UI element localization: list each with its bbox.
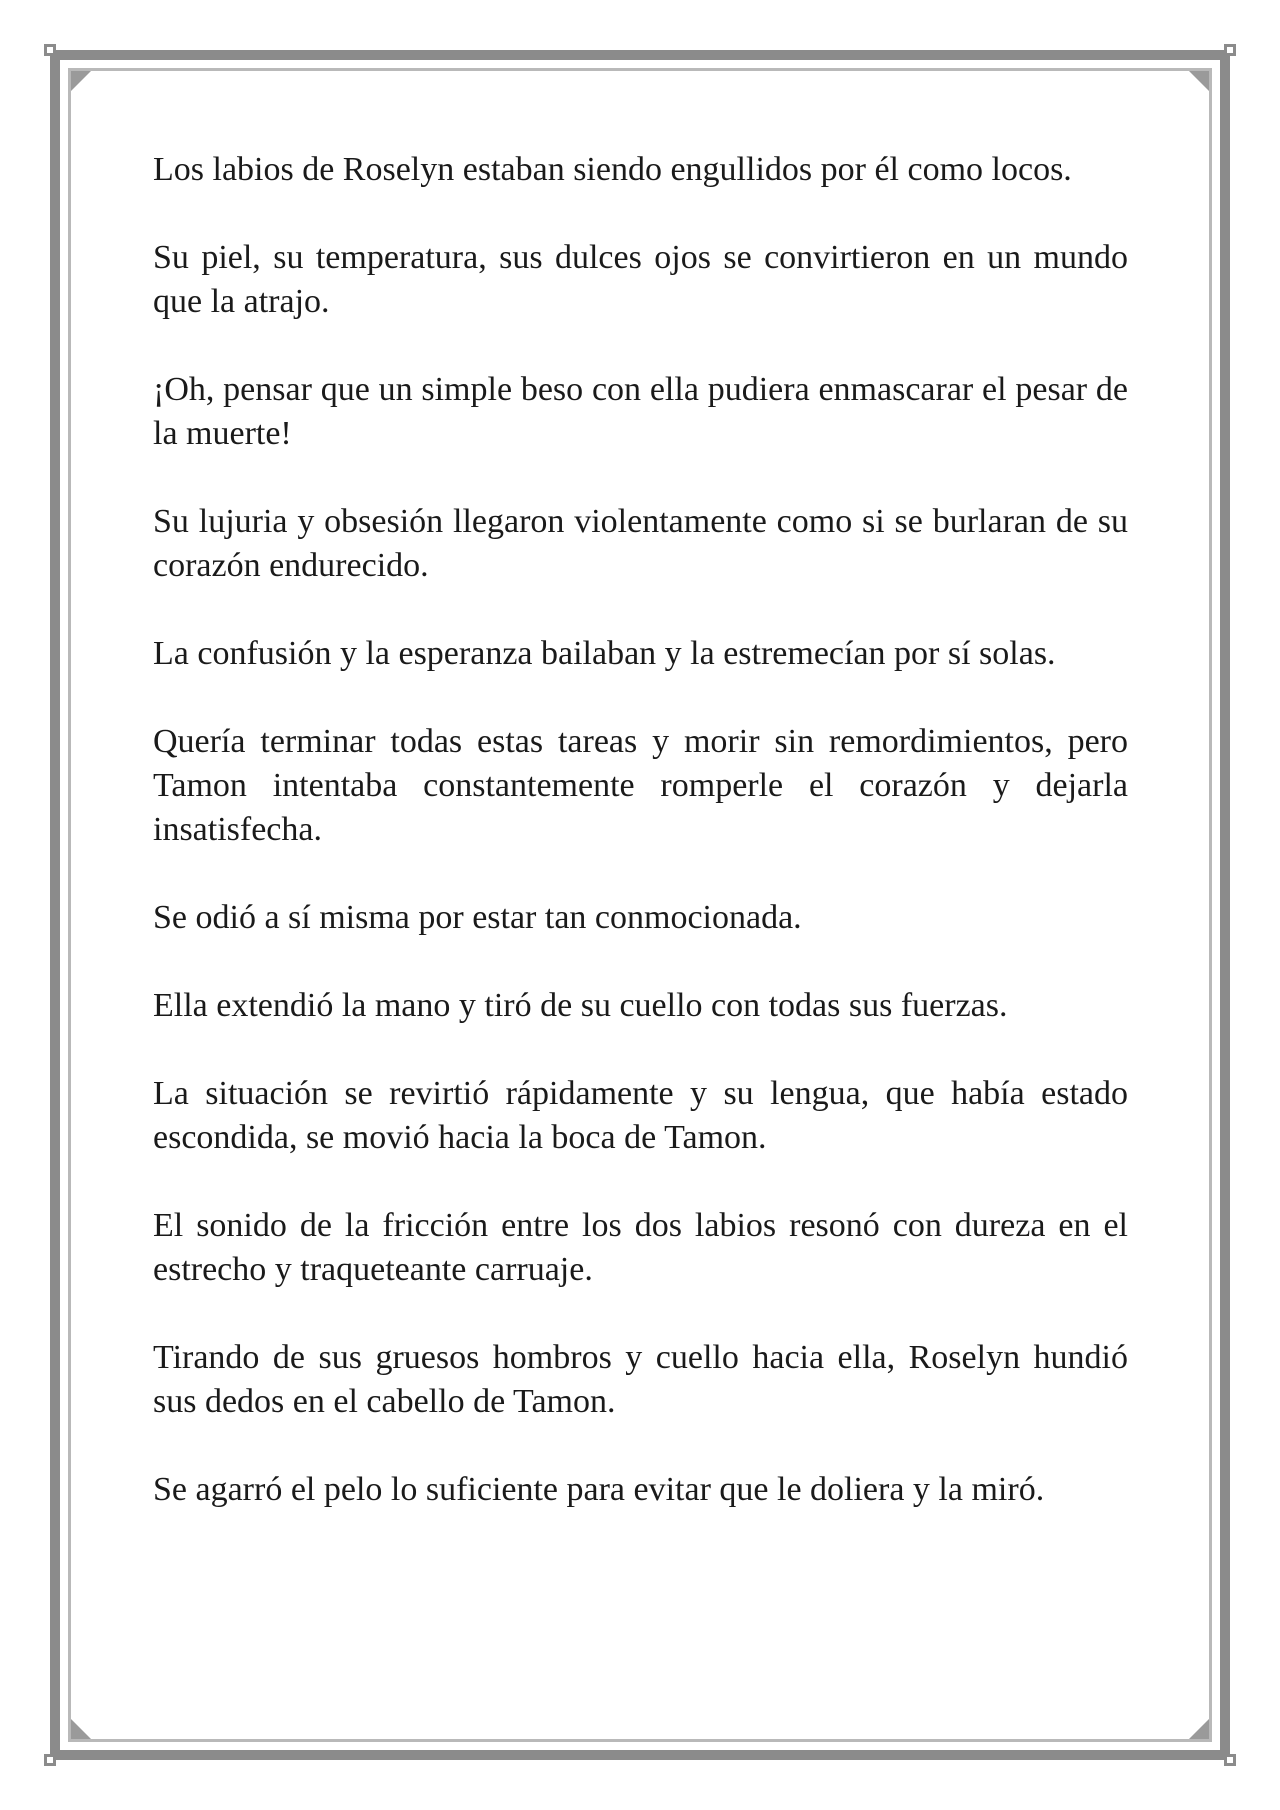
paragraph: Quería terminar todas estas tareas y morir sin remordimientos, pero Tamon intentaba constantemente romperle el corazón y dejarla insatisfecha. xyxy=(153,723,1128,848)
story-text-body xyxy=(153,148,1128,1556)
corner-triangle-bottom-right xyxy=(1189,1719,1209,1739)
paragraph: Tirando de sus gruesos hombros y cuello hacia ella, Roselyn hundió sus dedos en el cabello de Tamon. xyxy=(153,1339,1128,1420)
paragraph: La situación se revirtió rápidamente y su lengua, que había estado escondida, se movió hacia la boca de Tamon. xyxy=(153,1075,1128,1156)
paragraph: Los labios de Roselyn estaban siendo engullidos por él como locos. xyxy=(153,151,1072,188)
frame-corner-ornament xyxy=(1224,44,1236,56)
paragraph: Se agarró el pelo lo suficiente para evitar que le doliera y la miró. xyxy=(153,1471,1045,1508)
paragraph: El sonido de la fricción entre los dos labios resonó con dureza en el estrecho y traqueteante carruaje. xyxy=(153,1207,1128,1288)
frame-corner-ornament xyxy=(1224,1754,1236,1766)
corner-triangle-top-right xyxy=(1189,71,1209,91)
paragraph: La confusión y la esperanza bailaban y la estremecían por sí solas. xyxy=(153,635,1056,672)
frame-corner-ornament xyxy=(44,1754,56,1766)
corner-triangle-top-left xyxy=(71,71,91,91)
paragraph: Ella extendió la mano y tiró de su cuello con todas sus fuerzas. xyxy=(153,987,1008,1024)
paragraph: Se odió a sí misma por estar tan conmocionada. xyxy=(153,899,802,936)
paragraph: Su piel, su temperatura, sus dulces ojos se convirtieron en un mundo que la atrajo. xyxy=(153,239,1128,320)
paragraph: ¡Oh, pensar que un simple beso con ella pudiera enmascarar el pesar de la muerte! xyxy=(153,371,1128,452)
paragraph: Su lujuria y obsesión llegaron violentamente como si se burlaran de su corazón endurecido. xyxy=(153,503,1128,584)
corner-triangle-bottom-left xyxy=(71,1719,91,1739)
frame-corner-ornament xyxy=(44,44,56,56)
